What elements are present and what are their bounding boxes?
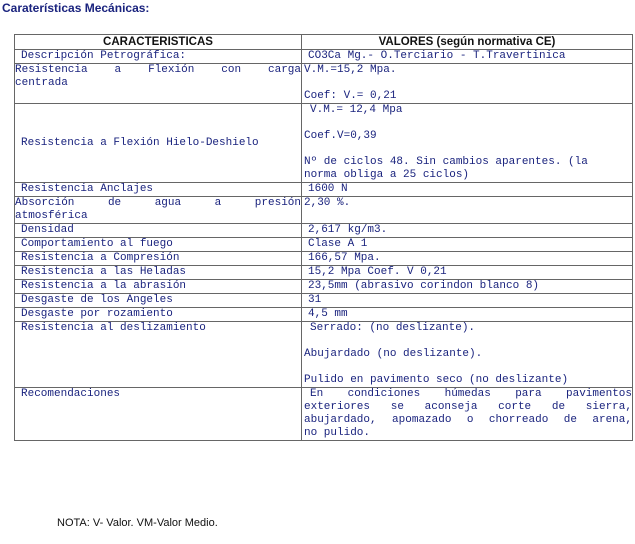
label-fuego: Comportamiento al fuego (15, 238, 302, 252)
table-row (15, 238, 633, 252)
label-descripcion: Descripción Petrográfica: (15, 50, 302, 64)
table-row (15, 294, 633, 308)
label-abrasion: Resistencia a la abrasión (15, 280, 302, 294)
label-absorcion-line1: Absorción de agua a presión (15, 197, 301, 209)
value-hielo-line1: V.M.= 12,4 Mpa (310, 104, 403, 116)
mechanical-properties-table (14, 34, 633, 441)
value-heladas: 15,2 Mpa Coef. V 0,21 (302, 266, 633, 280)
value-recomendaciones-line2: exteriores se aconseja corte de sierra, (304, 401, 632, 413)
value-abrasion: 23,5mm (abrasivo corindon blanco 8) (302, 280, 633, 294)
label-rozamiento: Desgaste por rozamiento (15, 308, 302, 322)
value-deslizamiento-line1: Serrado: (no deslizante). (310, 322, 476, 334)
table-row (15, 197, 633, 224)
label-flexion-line2: centrada (15, 77, 68, 89)
value-recomendaciones-line1: En condiciones húmedas para pavimentos (310, 388, 632, 400)
table-row (15, 252, 633, 266)
table-row (15, 64, 633, 104)
value-deslizamiento-line3: Pulido en pavimento seco (no deslizante) (304, 374, 569, 386)
value-flexion-line2: Coef: V.= 0,21 (304, 90, 397, 102)
section-title: Caraterísticas Mecánicas: (2, 1, 150, 15)
value-deslizamiento (302, 322, 633, 388)
table-row (15, 50, 633, 64)
label-anclajes: Resistencia Anclajes (15, 183, 302, 197)
label-heladas: Resistencia a las Heladas (15, 266, 302, 280)
value-recomendaciones (302, 388, 633, 441)
label-absorcion (15, 197, 302, 224)
table-header-row (15, 35, 633, 50)
table-row (15, 104, 633, 183)
table-row (15, 183, 633, 197)
table-row (15, 308, 633, 322)
table-row (15, 266, 633, 280)
value-hielo (302, 104, 633, 183)
header-characteristics: CARACTERISTICAS (15, 35, 302, 50)
value-recomendaciones-line3: abujardado, apomazado o chorreado de arena, (304, 414, 632, 426)
label-recomendaciones: Recomendaciones (15, 388, 302, 441)
value-flexion-line1: V.M.=15,2 Mpa. (304, 64, 397, 76)
footnote: NOTA: V- Valor. VM-Valor Medio. (57, 517, 218, 529)
label-angeles: Desgaste de los Angeles (15, 294, 302, 308)
value-absorcion: 2,30 %. (302, 197, 633, 224)
label-densidad: Densidad (15, 224, 302, 238)
value-hielo-line2: Coef.V=0,39 (304, 130, 377, 142)
label-deslizamiento: Resistencia al deslizamiento (15, 322, 302, 388)
value-recomendaciones-line4: no pulido. (304, 427, 371, 439)
table-row (15, 280, 633, 294)
header-values: VALORES (según normativa CE) (302, 35, 633, 50)
value-rozamiento: 4,5 mm (302, 308, 633, 322)
value-deslizamiento-line2: Abujardado (no deslizante). (304, 348, 483, 360)
label-flexion-line1: Resistencia a Flexión con carga (15, 64, 301, 76)
value-fuego: Clase A 1 (302, 238, 633, 252)
label-hielo: Resistencia a Flexión Hielo-Deshielo (15, 104, 302, 183)
table-row (15, 322, 633, 388)
value-compresion: 166,57 Mpa. (302, 252, 633, 266)
value-flexion (302, 64, 633, 104)
value-anclajes: 1600 N (302, 183, 633, 197)
value-descripcion: CO3Ca Mg.- O.Terciario - T.Travertinica (302, 50, 633, 64)
value-angeles: 31 (302, 294, 633, 308)
value-hielo-line3: Nº de ciclos 48. Sin cambios aparentes. (la (304, 156, 588, 168)
table-row (15, 388, 633, 441)
label-flexion (15, 64, 302, 104)
value-hielo-line4: norma obliga a 25 ciclos) (304, 169, 470, 181)
value-densidad: 2,617 kg/m3. (302, 224, 633, 238)
table-row (15, 224, 633, 238)
label-compresion: Resistencia a Compresión (15, 252, 302, 266)
label-absorcion-line2: atmosférica (15, 210, 88, 222)
